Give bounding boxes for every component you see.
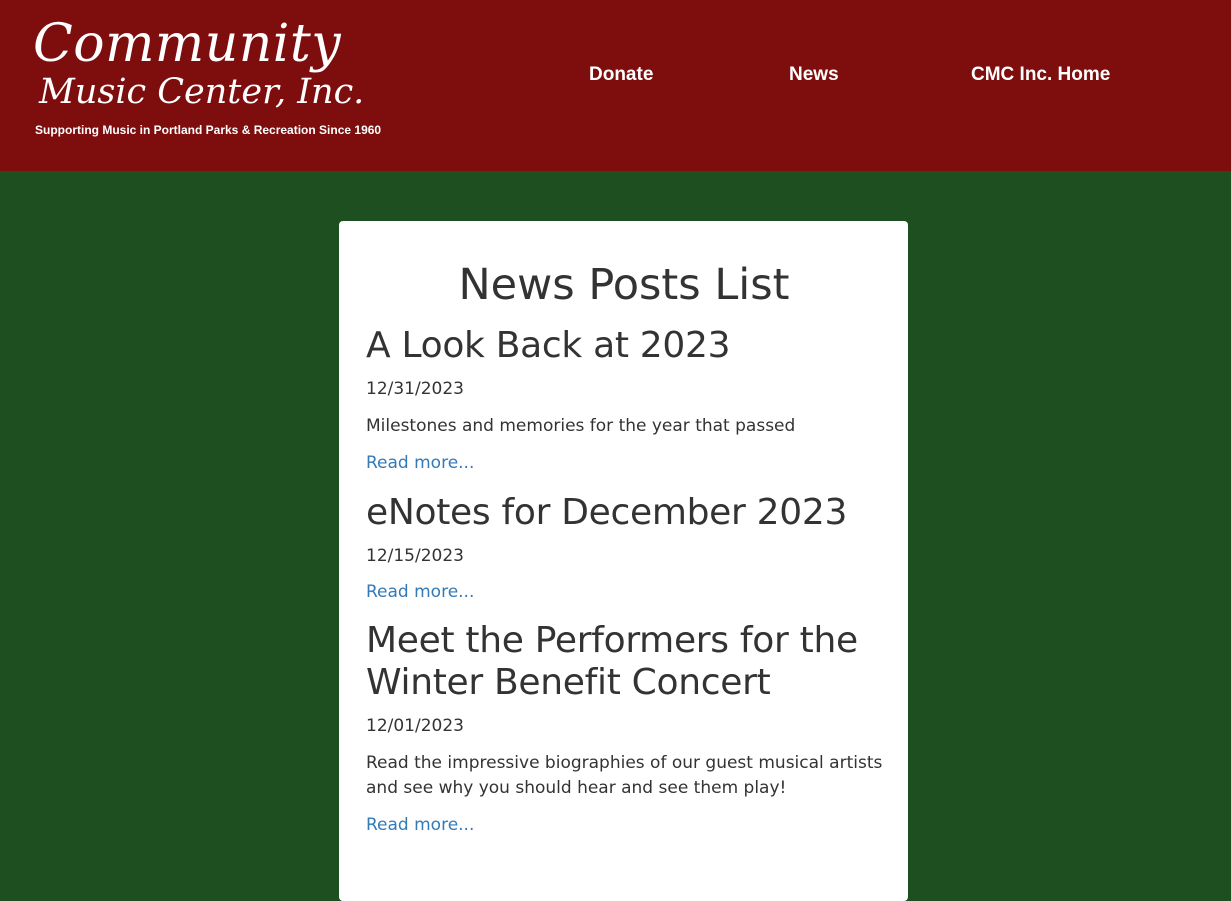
- news-post: [366, 325, 886, 475]
- post-title: A Look Back at 2023: [366, 325, 731, 366]
- main-nav: [0, 62, 1231, 90]
- news-card: [339, 221, 908, 901]
- post-summary: Read the impressive biographies of our guest musical artists and see why you should hear and see them play!: [366, 753, 883, 798]
- news-post: [366, 492, 886, 604]
- post-title: Meet the Performers for the Winter Benefit Concert: [366, 620, 858, 703]
- read-more-link[interactable]: Read more...: [366, 815, 475, 835]
- news-card-content: [366, 221, 886, 837]
- read-more-link[interactable]: Read more...: [366, 453, 475, 473]
- post-title: eNotes for December 2023: [366, 492, 848, 533]
- site-header: [0, 0, 1231, 171]
- post-date: 12/15/2023: [366, 546, 464, 566]
- news-post: [366, 620, 886, 837]
- page-title: News Posts List: [458, 260, 790, 310]
- nav-link-donate[interactable]: Donate: [589, 64, 654, 85]
- logo-line-2: Music Center, Inc.: [39, 72, 365, 112]
- post-date: 12/31/2023: [366, 379, 464, 399]
- nav-link-news[interactable]: News: [789, 64, 839, 85]
- post-summary: Milestones and memories for the year that passed: [366, 416, 796, 436]
- nav-link-cmc-home[interactable]: CMC Inc. Home: [971, 64, 1111, 85]
- logo-tagline: Supporting Music in Portland Parks & Recreation Since 1960: [35, 123, 382, 137]
- post-date: 12/01/2023: [366, 716, 464, 736]
- logo-line-1: Community: [33, 14, 342, 74]
- read-more-link[interactable]: Read more...: [366, 582, 475, 602]
